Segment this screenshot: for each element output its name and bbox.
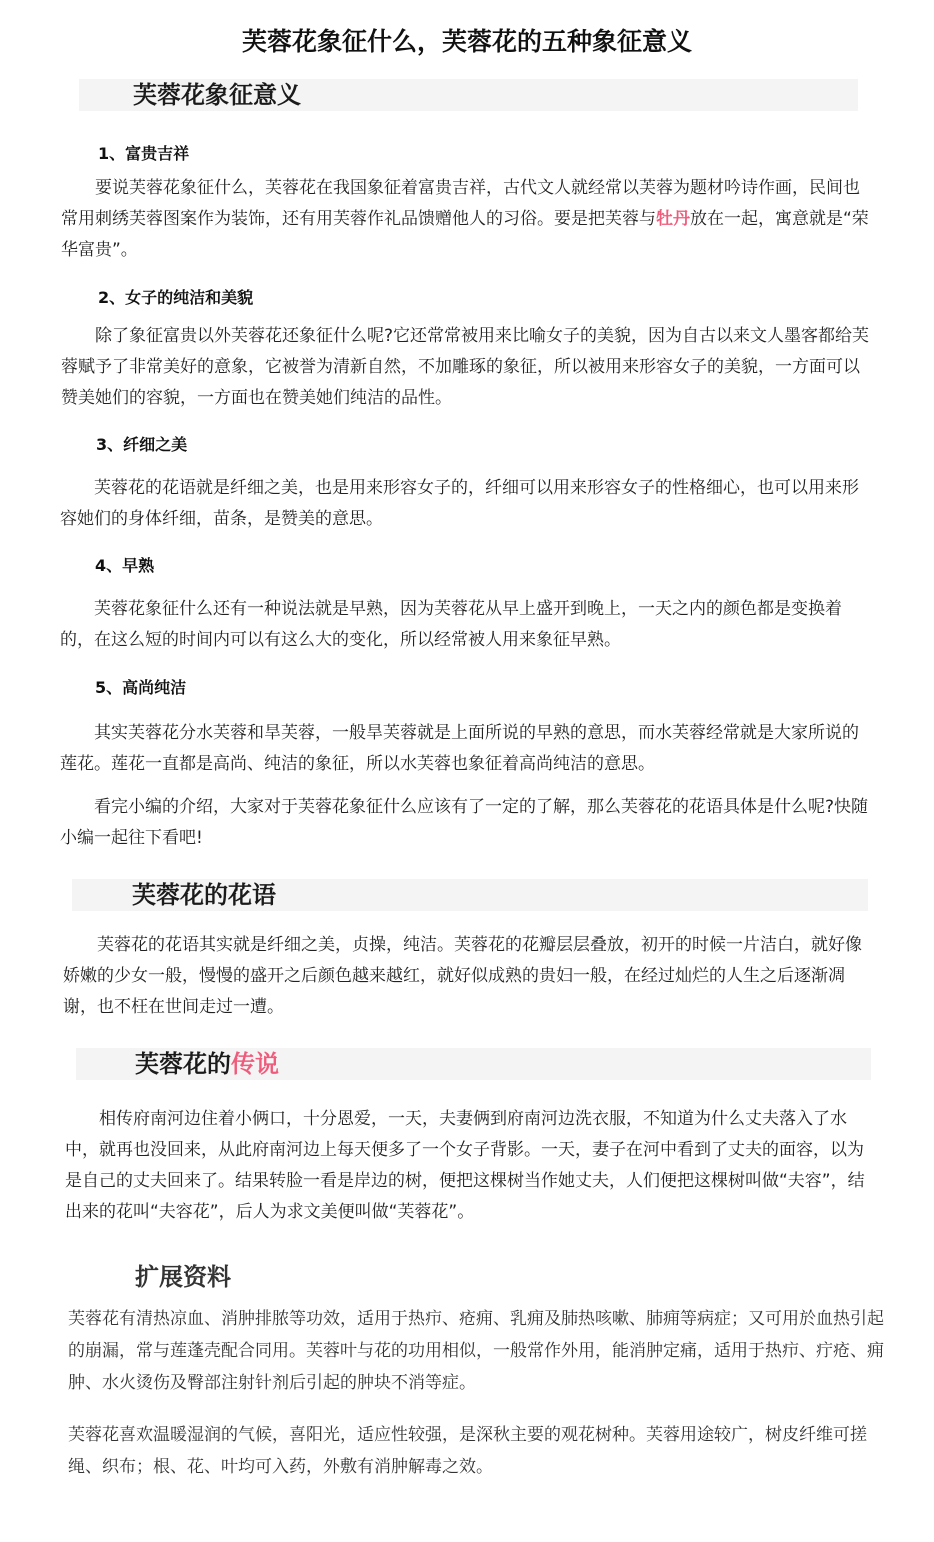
section-heading-symbolism: 芙蓉花象征意义 — [133, 81, 301, 109]
heading-text: 芙蓉花的 — [135, 1050, 231, 1078]
heading-highlight: 传说 — [231, 1050, 279, 1078]
closing-paragraph: 看完小编的介绍，大家对于芙蓉花象征什么应该有了一定的了解，那么芙蓉花的花语具体是什么呢?快随小编一起往下看吧! — [60, 797, 869, 848]
item-title: 2、女子的纯洁和美貌 — [98, 288, 254, 307]
item-text: 放在一起，寓意就是“荣华富贵”。 — [61, 209, 869, 260]
item-title: 5、高尚纯洁 — [95, 678, 187, 697]
section-heading-flower-language: 芙蓉花的花语 — [132, 881, 276, 909]
item-paragraph: 芙蓉花的花语就是纤细之美，也是用来形容女子的，纤细可以用来形容女子的性格细心，也可以用来形容她们的身体纤细，苗条，是赞美的意思。 — [60, 478, 859, 529]
section-heading-legend — [135, 1049, 279, 1079]
item-paragraph: 除了象征富贵以外芙蓉花还象征什么呢?它还常常被用来比喻女子的美貌，因为自古以来文人墨客都给芙蓉赋予了非常美好的意象，它被誉为清新自然，不加雕琢的象征，所以被用来形容女子的美貌，一方面可以赞美她们的容貌，一方面也在赞美她们纯洁的品性。 — [61, 326, 870, 408]
item-paragraph: 芙蓉花象征什么还有一种说法就是早熟，因为芙蓉花从早上盛开到晚上，一天之内的颜色都是变换着的，在这么短的时间内可以有这么大的变化，所以经常被人用来象征早熟。 — [60, 599, 842, 650]
section-heading-extended: 扩展资料 — [135, 1263, 231, 1291]
section-heading-bar — [79, 79, 858, 111]
legend-paragraph: 相传府南河边住着小俩口，十分恩爱，一天，夫妻俩到府南河边洗衣服，不知道为什么丈夫落入了水中，就再也没回来，从此府南河边上每天便多了一个女子背影。一天，妻子在河中看到了丈夫的面容，以为是自己的丈夫回来了。结果转脸一看是岸边的树，便把这棵树当作她丈夫，人们便把这棵树叫做“夫容”，结出来的花叫“夫容花”，后人为求文美便叫做“芙蓉花”。 — [65, 1109, 865, 1222]
item-text: 要说芙蓉花象征什么，芙蓉花在我国象征着富贵吉祥，古代文人就经常以芙蓉为题材吟诗作画，民间也常用刺绣芙蓉图案作为装饰，还有用芙蓉作礼品馈赠他人的习俗。要是把芙蓉与 — [61, 178, 860, 229]
item-title: 4、早熟 — [95, 556, 155, 575]
item-title: 1、富贵吉祥 — [98, 144, 190, 163]
peony-link[interactable]: 牡丹 — [656, 209, 690, 229]
extended-paragraph: 芙蓉花喜欢温暖湿润的气候，喜阳光，适应性较强，是深秋主要的观花树种。芙蓉用途较广，树皮纤维可搓绳、织布；根、花、叶均可入药，外敷有消肿解毒之效。 — [68, 1425, 867, 1477]
extended-paragraph: 芙蓉花有清热凉血、消肿排脓等功效，适用于热疖、疮痈、乳痈及肺热咳嗽、肺痈等病症；又可用於血热引起的崩漏，常与莲蓬壳配合同用。芙蓉叶与花的功用相似，一般常作外用，能消肿定痛，适用于热疖、疔疮、痈肿、水火烫伤及臀部注射针剂后引起的肿块不消等症。 — [68, 1309, 884, 1393]
section-heading-bar — [76, 1048, 871, 1080]
item-paragraph — [61, 173, 871, 266]
flower-language-paragraph: 芙蓉花的花语其实就是纤细之美，贞操，纯洁。芙蓉花的花瓣层层叠放，初开的时候一片洁白，就好像娇嫩的少女一般，慢慢的盛开之后颜色越来越红，就好似成熟的贵妇一般，在经过灿烂的人生之后逐渐凋谢，也不枉在世间走过一遭。 — [63, 935, 862, 1017]
page-title: 芙蓉花象征什么，芙蓉花的五种象征意义 — [241, 27, 692, 56]
item-title: 3、纤细之美 — [96, 435, 188, 454]
item-paragraph: 其实芙蓉花分水芙蓉和旱芙蓉，一般旱芙蓉就是上面所说的早熟的意思，而水芙蓉经常就是大家所说的莲花。莲花一直都是高尚、纯洁的象征，所以水芙蓉也象征着高尚纯洁的意思。 — [60, 723, 859, 774]
section-heading-bar — [72, 879, 868, 911]
